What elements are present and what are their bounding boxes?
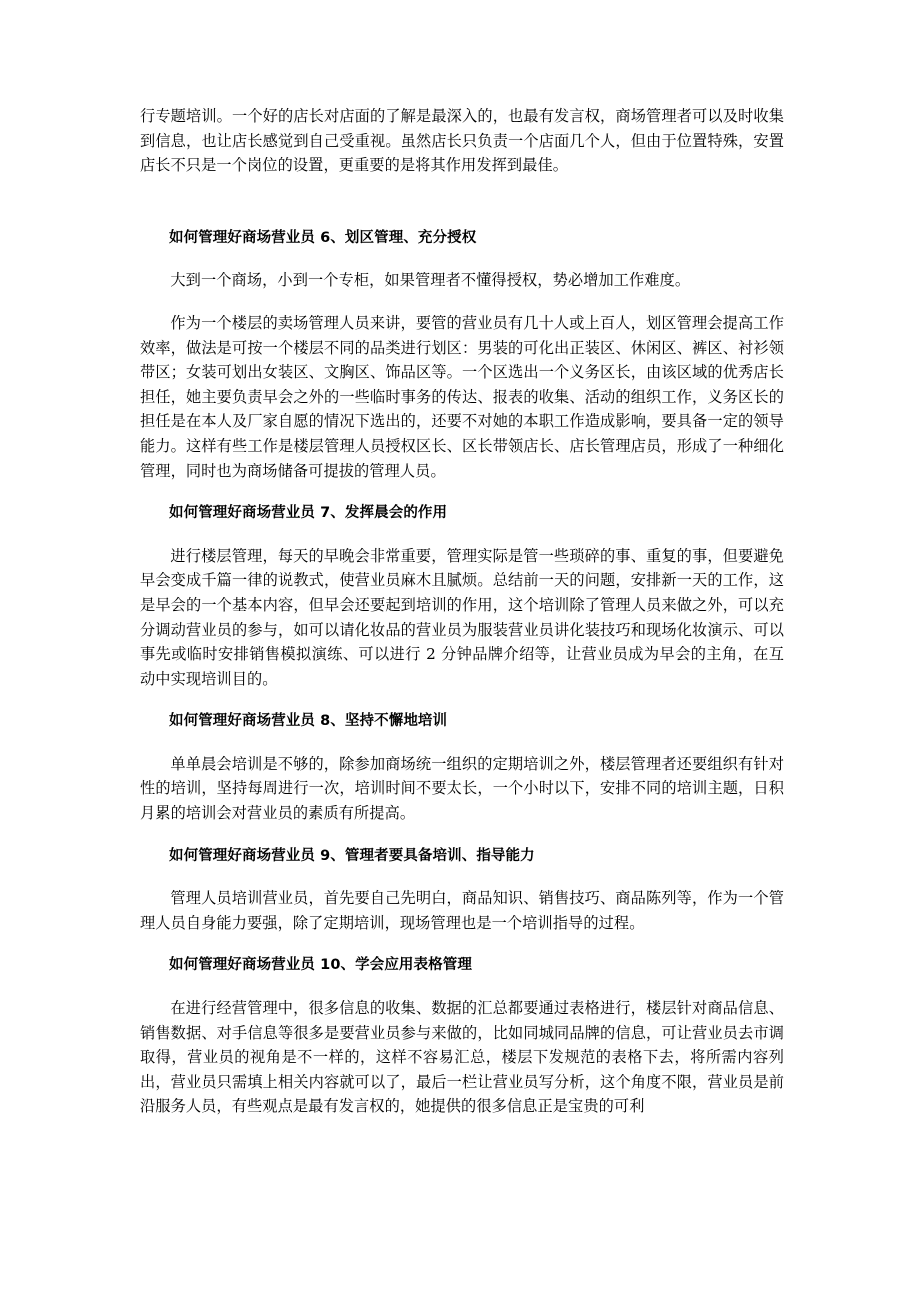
section-9-paragraph-1: 管理人员培训营业员，首先要自己先明白，商品知识、销售技巧、商品陈列等，作为一个管理人员自身能力要强，除了定期培训，现场管理也是一个培训指导的过程。: [140, 889, 784, 932]
section-10-paragraph-1: 在进行经营管理中，很多信息的收集、数据的汇总都要通过表格进行，楼层针对商品信息、销售数据、对手信息等很多是要营业员参与来做的，比如同城同品牌的信息，可让营业员去市调取得，营业员的视角是不一样的，这样不容易汇总，楼层下发规范的表格下去，将所需内容列出，营业员只需填上相关内容就可以了，最后一栏让营业员写分析，这个角度不限，营业员是前沿服务人员，有些观点是最有发言权的，她提供的很多信息正是宝贵的可利: [140, 999, 784, 1116]
section-heading-9: 如何管理好商场营业员 9、管理者要具备培训、指导能力: [169, 847, 535, 864]
section-7-paragraph-1: 进行楼层管理，每天的早晚会非常重要，管理实际是管一些琐碎的事、重复的事，但要避免早会变成千篇一律的说教式，使营业员麻木且腻烦。总结前一天的问题，安排新一天的工作，这是早会的一个基本内容，但早会还要起到培训的作用，这个培训除了管理人员来做之外，可以充分调动营业员的参与，如可以请化妆品的营业员为服装营业员讲化装技巧和现场化妆演示、可以事先或临时安排销售模拟演练、可以进行 2 分钟品牌介绍等，让营业员成为早会的主角，在互动中实现培训目的。: [140, 546, 784, 688]
section-6-paragraph-2: 作为一个楼层的卖场管理人员来讲，要管的营业员有几十人或上百人，划区管理会提高工作效率，做法是可按一个楼层不同的品类进行划区：男装的可化出正装区、休闲区、裤区、衬衫领带区；女装可划出女装区、文胸区、饰品区等。一个区选出一个义务区长，由该区域的优秀店长担任，她主要负责早会之外的一些临时事务的传达、报表的收集、活动的组织工作，义务区长的担任是在本人及厂家自愿的情况下选出的，还要不对她的本职工作造成影响，要具备一定的领导能力。这样有些工作是楼层管理人员授权区长、区长带领店长、店长管理店员，形成了一种细化管理，同时也为商场储备可提拔的管理人员。: [140, 313, 784, 480]
intro-continuation: 行专题培训。一个好的店长对店面的了解是最深入的，也最有发言权，商场管理者可以及时收集到信息，也让店长感觉到自己受重视。虽然店长只负责一个店面几个人，但由于位置特殊，安置店长不只是一个岗位的设置，更重要的是将其作用发挥到最佳。: [140, 107, 784, 175]
section-heading-8: 如何管理好商场营业员 8、坚持不懈地培训: [169, 713, 448, 730]
section-heading-10: 如何管理好商场营业员 10、学会应用表格管理: [169, 957, 472, 974]
document-page: [140, 104, 784, 1119]
section-8-paragraph-1: 单单晨会培训是不够的，除参加商场统一组织的定期培训之外，楼层管理者还要组织有针对性的培训，坚持每周进行一次，培训时间不要太长，一个小时以下，安排不同的培训主题，日积月累的培训会对营业员的素质有所提高。: [140, 754, 784, 823]
section-heading-6: 如何管理好商场营业员 6、划区管理、充分授权: [169, 229, 477, 246]
section-6-paragraph-1: 大到一个商场，小到一个专柜，如果管理者不懂得授权，势必增加工作难度。: [170, 271, 691, 290]
section-heading-7: 如何管理好商场营业员 7、发挥晨会的作用: [169, 505, 448, 522]
